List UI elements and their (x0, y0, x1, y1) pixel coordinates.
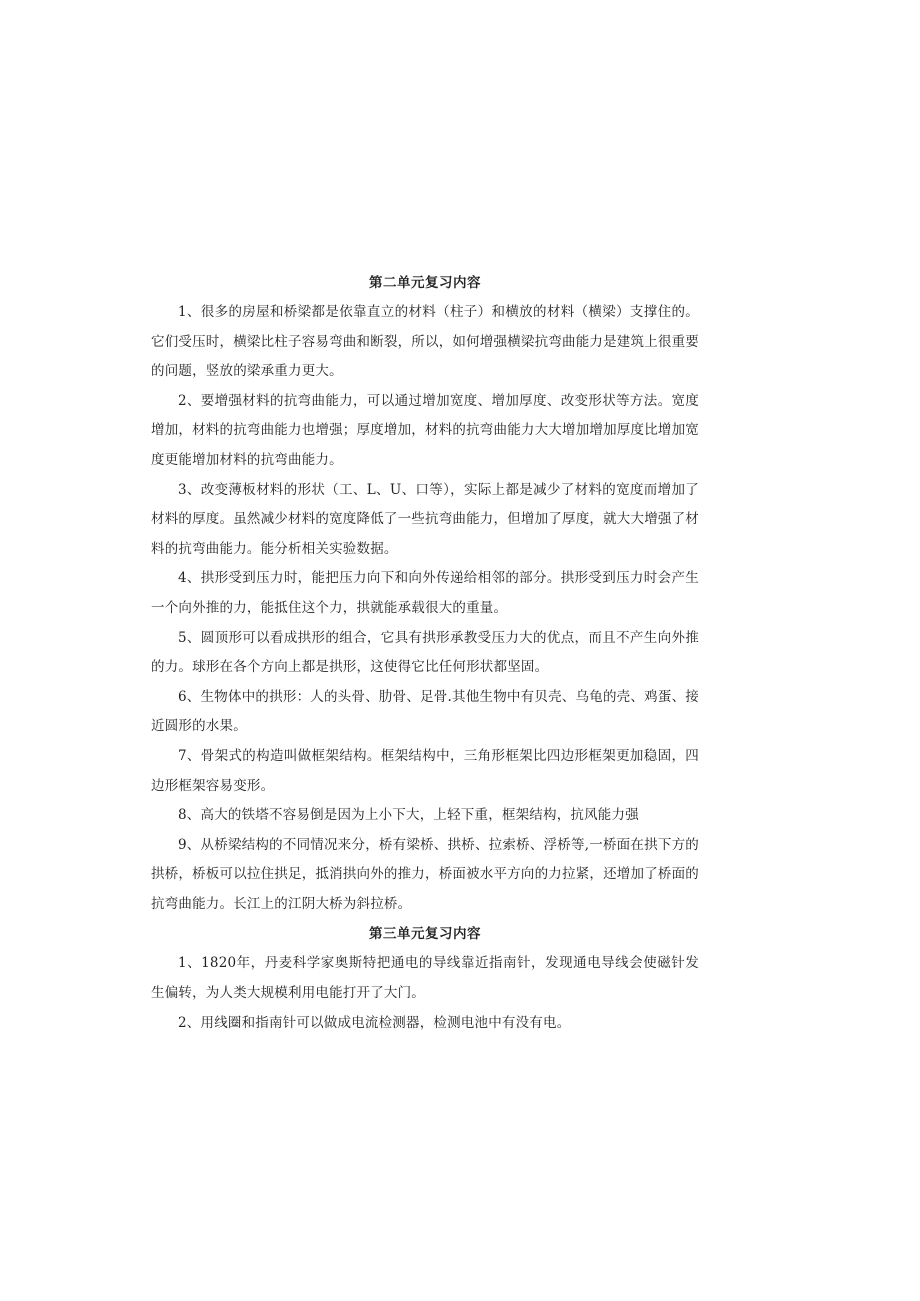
section-2-paragraph-8: 8、高大的铁塔不容易倒是因为上小下大，上轻下重，框架结构，抗风能力强 (178, 807, 639, 824)
section-3-paragraph-1: 1、1820年，丹麦科学家奥斯特把通电的导线靠近指南针，发现通电导线会使磁针发生偏转，为人类大规模利用电能打开了大门。 (151, 955, 699, 1002)
section-2-paragraph-4: 4、拱形受到压力时，能把压力向下和向外传递给相邻的部分。拱形受到压力时会产生一个向外推的力，能抵住这个力，拱就能承载很大的重量。 (151, 570, 699, 616)
section-3-paragraph-2: 2、用线圈和指南针可以做成电流检测器，检测电池中有没有电。 (178, 1014, 571, 1031)
section-2-paragraph-6: 6、生物体中的拱形：人的头骨、肋骨、足骨.其他生物中有贝壳、乌龟的壳、鸡蛋、接近圆形的水果。 (151, 688, 699, 735)
section-3-title: 第三单元复习内容 (369, 926, 481, 943)
section-2-paragraph-7: 7、骨架式的构造叫做框架结构。框架结构中，三角形框架比四边形框架更加稳固，四边形框架容易变形。 (151, 747, 699, 794)
section-2-paragraph-1: 1、很多的房屋和桥梁都是依靠直立的材料（柱子）和横放的材料（横梁）支撑住的。它们受压时，横梁比柱子容易弯曲和断裂，所以，如何增强横梁抗弯曲能力是建筑上很重要的问题，竖放的梁承重力更大。 (151, 304, 699, 380)
section-2-paragraph-9: 9、从桥梁结构的不同情况来分，桥有梁桥、拱桥、拉索桥、浮桥等,一桥面在拱下方的拱桥，桥板可以拉住拱足，抵消拱向外的推力，桥面被水平方向的力拉紧，还增加了桥面的抗弯曲能力。长江上的江阴大桥为斜拉桥。 (151, 836, 699, 912)
section-2-title: 第二单元复习内容 (369, 275, 481, 291)
section-2-paragraph-5: 5、圆顶形可以看成拱形的组合，它具有拱形承教受压力大的优点，而且不产生向外推的力。球形在各个方向上都是拱形，这使得它比任何形状都坚固。 (151, 629, 699, 676)
section-2-paragraph-3: 3、改变薄板材料的形状（工、L、U、口等），实际上都是减少了材料的宽度而增加了材料的厚度。虽然减少材料的宽度降低了一些抗弯曲能力，但增加了厚度，就大大增强了材料的抗弯曲能力。能分析相关实验数据。 (151, 481, 699, 557)
document-page (151, 268, 699, 1038)
section-2-paragraph-2: 2、要增强材料的抗弯曲能力，可以通过增加宽度、增加厚度、改变形状等方法。宽度增加，材料的抗弯曲能力也增强；厚度增加，材料的抗弯曲能力大大增加增加厚度比增加宽度更能增加材料的抗弯曲能力。 (151, 392, 699, 468)
